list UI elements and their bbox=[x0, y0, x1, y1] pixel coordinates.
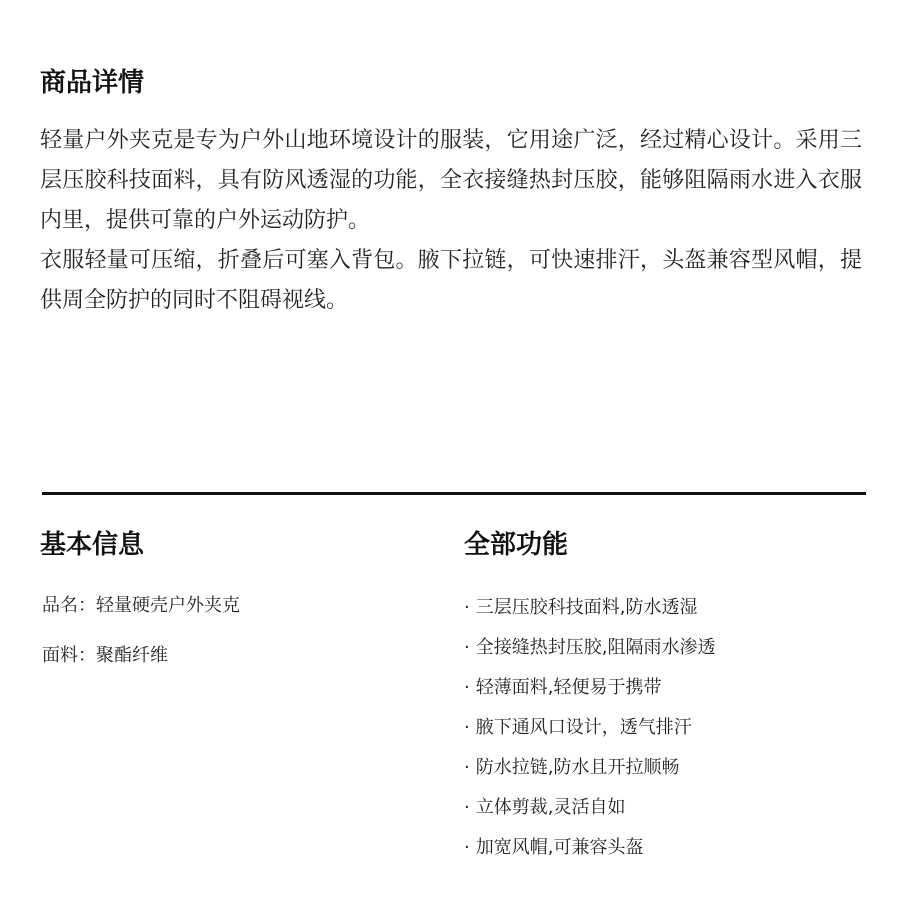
description-paragraph: 轻量户外夹克是专为户外山地环境设计的服装，它用途广泛，经过精心设计。采用三层压胶科技面料，具有防风透湿的功能，全衣接缝热封压胶，能够阻隔雨水进入衣服内里，提供可靠的户外运动防护。 bbox=[40, 128, 862, 233]
features-title: 全部功能 bbox=[464, 530, 569, 560]
feature-item bbox=[464, 634, 715, 662]
feature-text: 防水拉链,防水且开拉顺畅 bbox=[475, 757, 680, 778]
bullet-dot: · bbox=[464, 717, 470, 738]
basic-info-item-fabric: 面料：聚酯纤维 bbox=[42, 645, 168, 666]
bullet-dot: · bbox=[464, 677, 470, 698]
feature-item bbox=[464, 754, 715, 782]
feature-item bbox=[464, 674, 715, 702]
feature-item bbox=[464, 594, 715, 622]
feature-text: 三层压胶科技面料,防水透湿 bbox=[475, 597, 698, 618]
feature-text: 全接缝热封压胶,阻隔雨水渗透 bbox=[475, 637, 716, 658]
product-detail-title: 商品详情 bbox=[40, 68, 145, 98]
bullet-dot: · bbox=[464, 757, 470, 778]
bullet-dot: · bbox=[464, 837, 470, 858]
product-description bbox=[40, 121, 862, 321]
basic-info-list bbox=[42, 592, 240, 692]
feature-text: 立体剪裁,灵活自如 bbox=[475, 797, 626, 818]
feature-item bbox=[464, 794, 715, 822]
basic-info-title: 基本信息 bbox=[40, 530, 145, 560]
description-paragraph: 衣服轻量可压缩，折叠后可塞入背包。腋下拉链，可快速排汗，头盔兼容型风帽，提供周全防护的同时不阻碍视线。 bbox=[40, 248, 862, 313]
feature-item bbox=[464, 714, 715, 742]
feature-item bbox=[464, 834, 715, 862]
features-list bbox=[464, 594, 715, 874]
feature-text: 轻薄面料,轻便易于携带 bbox=[475, 677, 662, 698]
section-divider bbox=[42, 492, 866, 495]
feature-text: 腋下通风口设计，透气排汗 bbox=[475, 717, 692, 738]
basic-info-item-name: 品名：轻量硬壳户外夹克 bbox=[42, 595, 240, 616]
bullet-dot: · bbox=[464, 797, 470, 818]
feature-text: 加宽风帽,可兼容头盔 bbox=[475, 837, 644, 858]
bullet-dot: · bbox=[464, 637, 470, 658]
bullet-dot: · bbox=[464, 597, 470, 618]
